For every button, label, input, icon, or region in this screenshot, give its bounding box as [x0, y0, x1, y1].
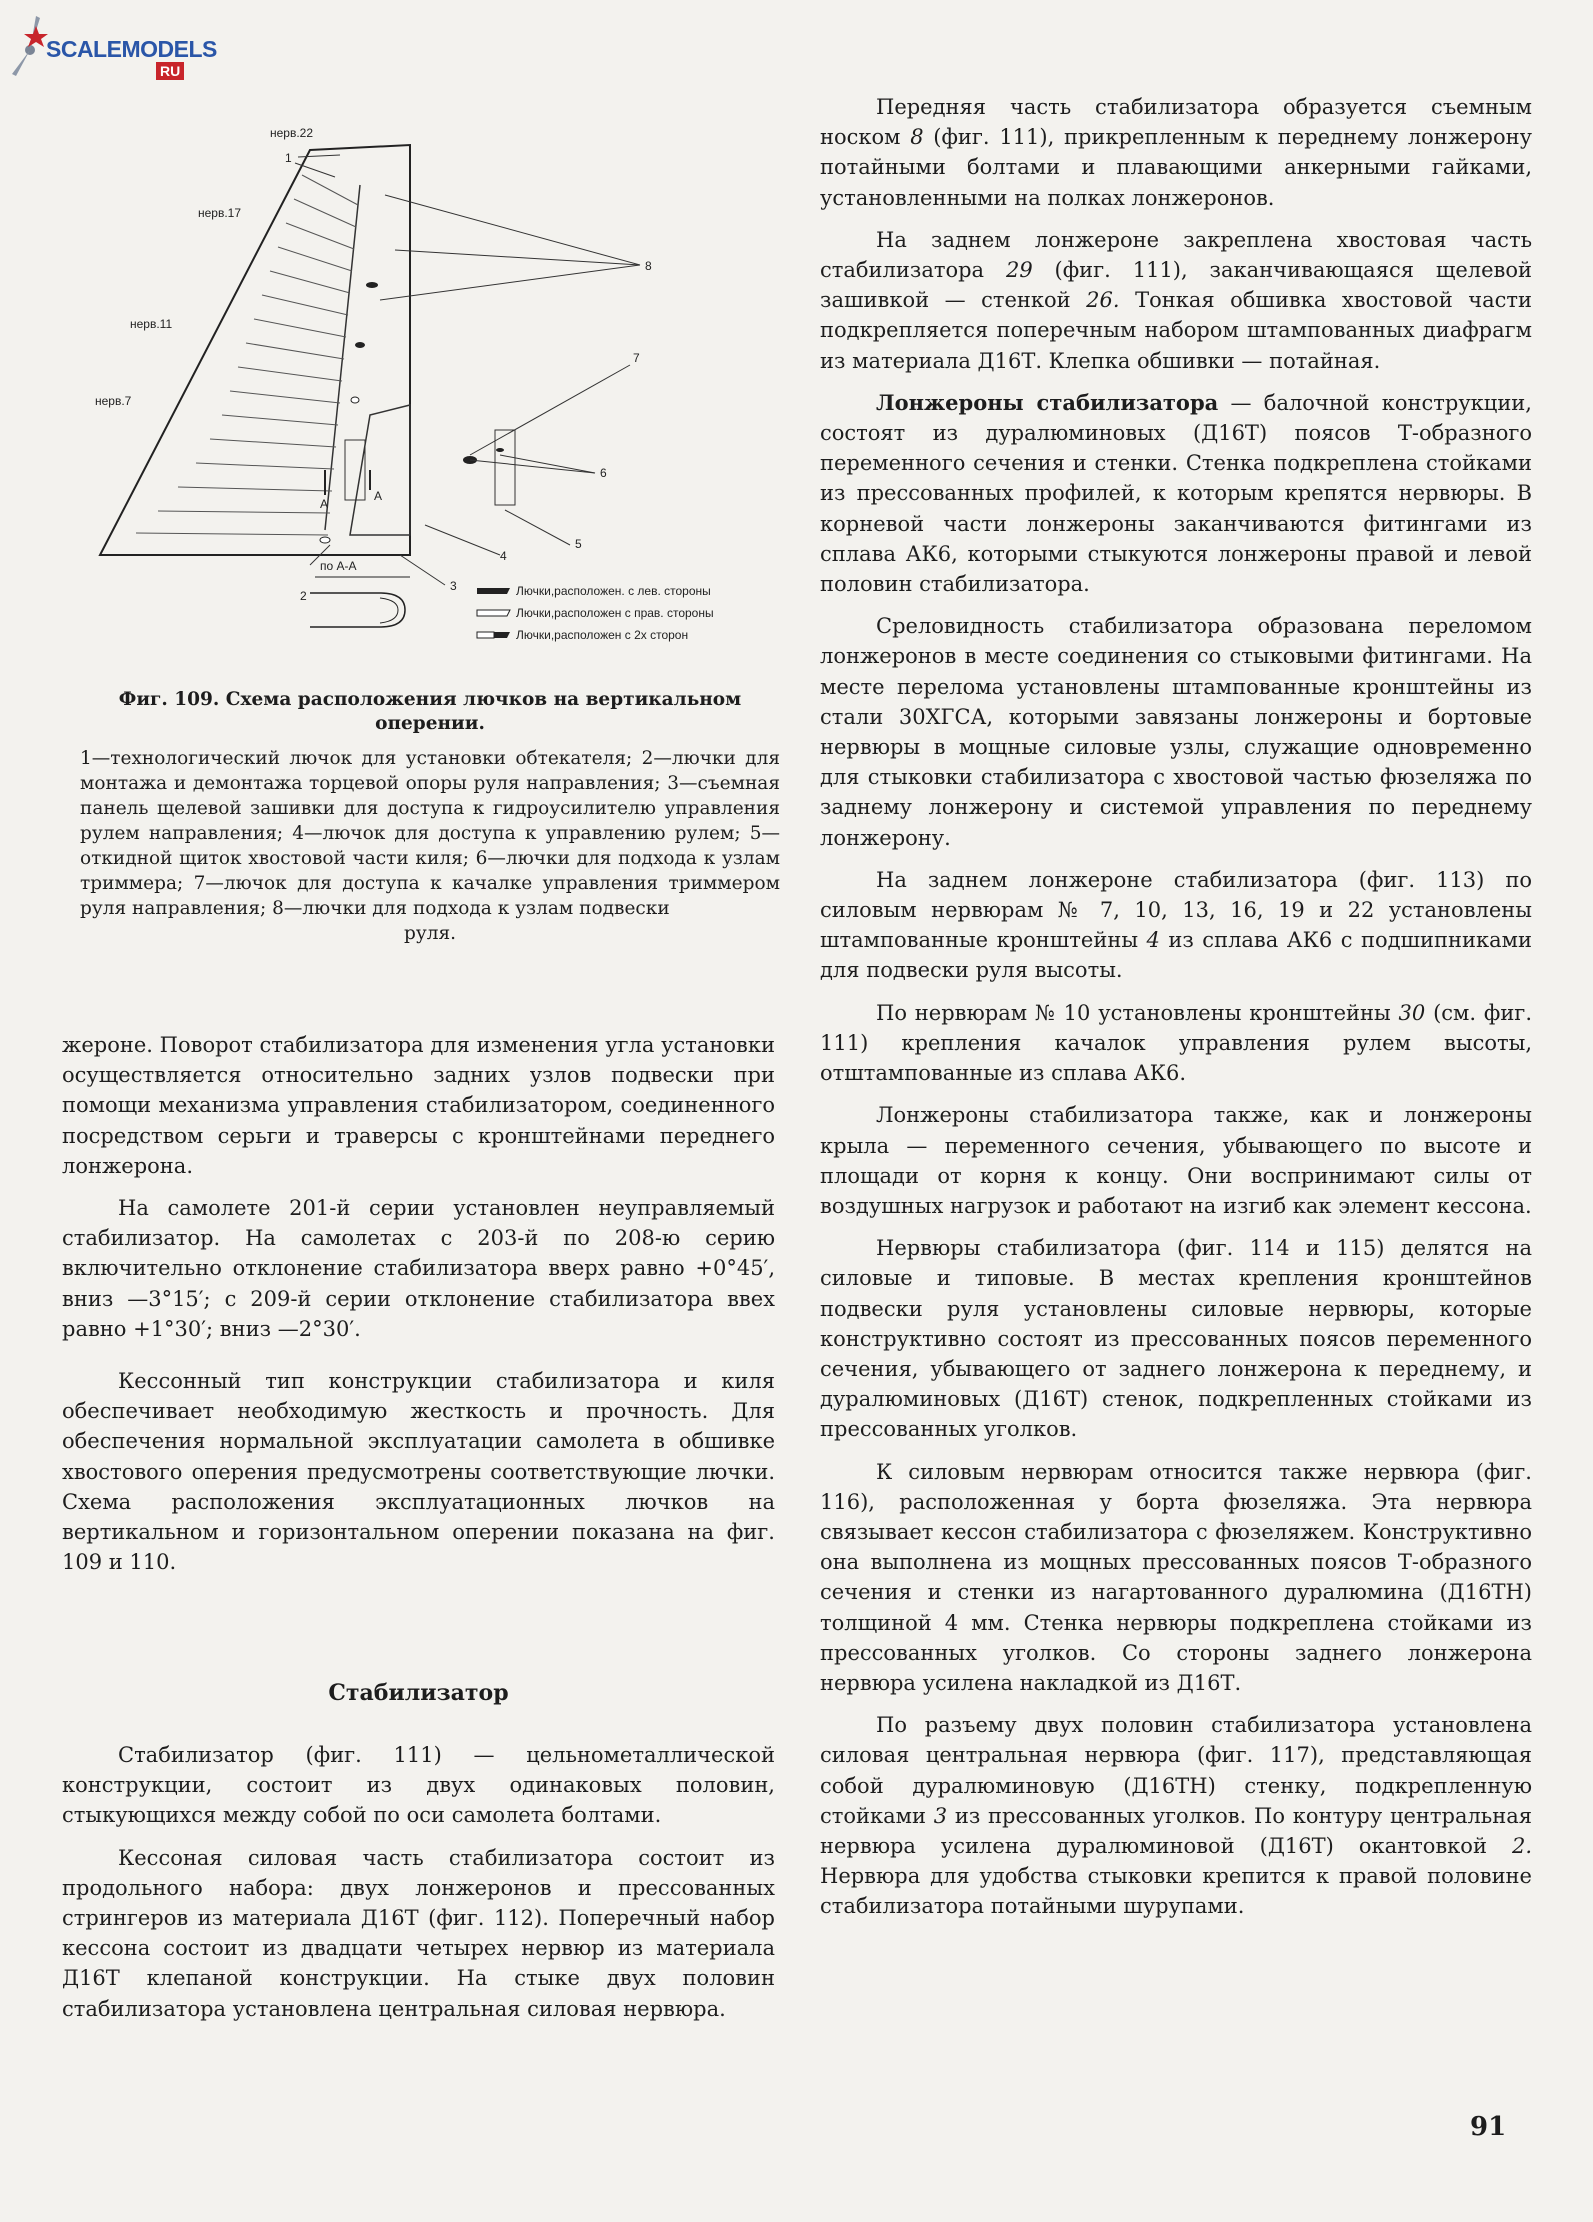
site-logo: [6, 6, 217, 86]
label-5: 5: [575, 537, 582, 551]
paragraph: На самолете 201-й серии установлен неуправляемый стабилизатор. На самолетах с 203-й по 208-ю серию включительно отклонение стабилизатора вверх равно +0°45′, вниз —3°15′; с 209-й серии отклонение стабилизатора ввех равно +1°30′; вниз —2°30′.: [62, 1196, 775, 1341]
label-3: 3: [450, 579, 457, 593]
caption-title: Фиг. 109. Схема расположения лючков на вертикальном оперении.: [118, 689, 742, 734]
page-number: 91: [1470, 2112, 1507, 2142]
paragraph: Лонжероны стабилизатора также, как и лонжероны крыла — переменного сечения, убывающего по высоте и площади от корня к концу. Они воспринимают силы от воздушных нагрузок и работают на изгиб как элемент кессона.: [820, 1103, 1532, 1218]
figure-caption: [80, 688, 780, 946]
vertical-tail-diagram: [80, 115, 780, 675]
right-column: [820, 92, 1532, 1922]
label-6: 6: [600, 466, 607, 480]
label-1: 1: [285, 151, 292, 165]
paragraph: На заднем лонжероне стабилизатора (фиг. 113) по силовым нервюрам № 7, 10, 13, 16, 19 и 22 установлены штампованные кронштейны 4 из сплава АК6 с подшипниками для подвески руля высоты.: [820, 867, 1533, 983]
left-column-bottom: [62, 1740, 775, 2024]
section-mark-a2: A: [374, 489, 383, 503]
figure-109-diagram: [80, 115, 780, 675]
label-7: 7: [633, 351, 640, 365]
paragraph: Передняя часть стабилизатора образуется съемным носком 8 (фиг. 111), прикрепленным к переднему лонжерону потайными болтами и плавающими анкерными гайками, установленными на полках лонжеронов.: [820, 95, 1532, 210]
paragraph: Нервюры стабилизатора (фиг. 114 и 115) делятся на силовые и типовые. В местах крепления кронштейнов подвески руля установлены силовые нервюры, которые конструктивно состоят из прессованных поясов переменного сечения, убывающего от заднего лонжерона к переднему, и дуралюминовых (Д16Т) стенок, подкрепленных стойками из прессованных уголков.: [820, 1236, 1532, 1442]
section-heading: Стабилизатор: [328, 1680, 509, 1706]
label-rib-17: нерв.17: [198, 206, 242, 220]
logo-brand: SCALEMODELS: [46, 36, 217, 62]
legend-both-sides: Лючки,расположен с 2х сторон: [516, 628, 689, 642]
left-column-top: [62, 1030, 775, 1577]
legend-left-side: Лючки,расположен. с лев. стороны: [516, 584, 711, 598]
paragraph: По разъему двух половин стабилизатора установлена силовая центральная нервюра (фиг. 117), представляющая собой дуралюминовую (Д16ТН) стенку, подкрепленную стойками 3 из прессованных уголков. По контуру центральная нервюра усилена дуралюминовой (Д16Т) окантовкой 2. Нервюра для удобства стыковки крепится к правой половине стабилизатора потайными шурупами.: [820, 1713, 1533, 1919]
label-rib-11: нерв.11: [130, 317, 173, 331]
paragraph: Лонжероны стабилизатора — балочной конструкции, состоят из дуралюминовых (Д16Т) поясов Т-образного переменного сечения и стенки. Стенка подкреплена стойками из прессованных профилей, к которым крепятся нервюры. В корневой части лонжероны заканчиваются фитингами из сплава АК6, которыми стыкуются лонжероны правой и левой половин стабилизатора.: [820, 389, 1532, 597]
label-rib-22: нерв.22: [270, 126, 314, 140]
label-rib-7: нерв.7: [95, 394, 132, 408]
paragraph: жероне. Поворот стабилизатора для изменения угла установки осуществляется относительно задних узлов подвески при помощи механизма управления стабилизатором, соединенного посредством серьги и траверсы с кронштейнами переднего лонжерона.: [62, 1033, 775, 1178]
label-8: 8: [645, 259, 652, 273]
paragraph: Стабилизатор (фиг. 111) — цельнометаллической конструкции, состоит из двух одинаковых половин, стыкующихся между собой по оси самолета болтами.: [62, 1743, 775, 1828]
caption-tail: руля.: [403, 923, 457, 944]
paragraph: К силовым нервюрам относится также нервюра (фиг. 116), расположенная у борта фюзеляжа. Эта нервюра связывает кессон стабилизатора с фюзеляжем. Конструктивно она выполнена из мощных прессованных поясов Т-образного сечения и стенки из нагартованного дуралюмина (Д16ТН) толщиной 4 мм. Стенка нервюры подкреплена стойками из прессованных уголков. Со стороны заднего лонжерона нервюра усилена накладкой из Д16Т.: [820, 1459, 1532, 1695]
section-mark-a1: A: [320, 497, 329, 511]
paragraph: Среловидность стабилизатора образована переломом лонжеронов в месте соединения со стыковыми фитингами. На месте перелома установлены штампованные кронштейны из стали 30ХГСА, которыми завязаны лонжероны и бортовые нервюры в мощные силовые узлы, служащие одновременно для стыковки стабилизатора с хвостовой частью фюзеляжа по заднему лонжерону и системой управления по переднему лонжерону.: [820, 614, 1532, 850]
paragraph: Кессонный тип конструкции стабилизатора и киля обеспечивает необходимую жесткость и прочность. Для обеспечения нормальной эксплуатации самолета в обшивке хвостового оперения предусмотрены соответствующие лючки. Схема расположения эксплуатационных лючков на вертикальном и горизонтальном оперении показана на фиг. 109 и 110.: [62, 1369, 775, 1575]
paragraph: Кессоная силовая часть стабилизатора состоит из продольного набора: двух лонжеронов и прессованных стрингеров из материала Д16Т (фиг. 112). Поперечный набор кессона состоит из двадцати четырех нервюр из материала Д16Т клепаной конструкции. На стыке двух половин стабилизатора установлена центральная силовая нервюра.: [62, 1845, 775, 2021]
logo-domain: RU: [156, 62, 184, 80]
paragraph: По нервюрам № 10 установлены кронштейны 30 (см. фиг. 111) крепления качалок управления рулем высоты, отштампованные из сплава АК6.: [820, 1000, 1532, 1086]
label-2: 2: [300, 589, 307, 603]
label-section: по А-А: [320, 559, 357, 573]
paragraph: На заднем лонжероне закреплена хвостовая часть стабилизатора 29 (фиг. 111), заканчивающаяся щелевой зашивкой — стенкой 26. Тонкая обшивка хвостовой части подкрепляется поперечным набором штампованных диафрагм из материала Д16Т. Клепка обшивки — потайная.: [820, 227, 1533, 373]
legend-right-side: Лючки,расположен с прав. стороны: [516, 606, 714, 620]
label-4: 4: [500, 549, 507, 563]
caption-body: 1—технологический лючок для установки обтекателя; 2—лючки для монтажа и демонтажа торцевой опоры руля направления; 3—съемная панель щелевой зашивки для доступа к гидроусилителю управления рулем направления; 4—лючок для доступа к управлению рулем; 5—откидной щиток хвостовой части киля; 6—лючки для подхода к узлам триммера; 7—лючок для доступа к качалке управления триммером руля направления; 8—лючки для подхода к узлам подвески: [80, 748, 780, 919]
